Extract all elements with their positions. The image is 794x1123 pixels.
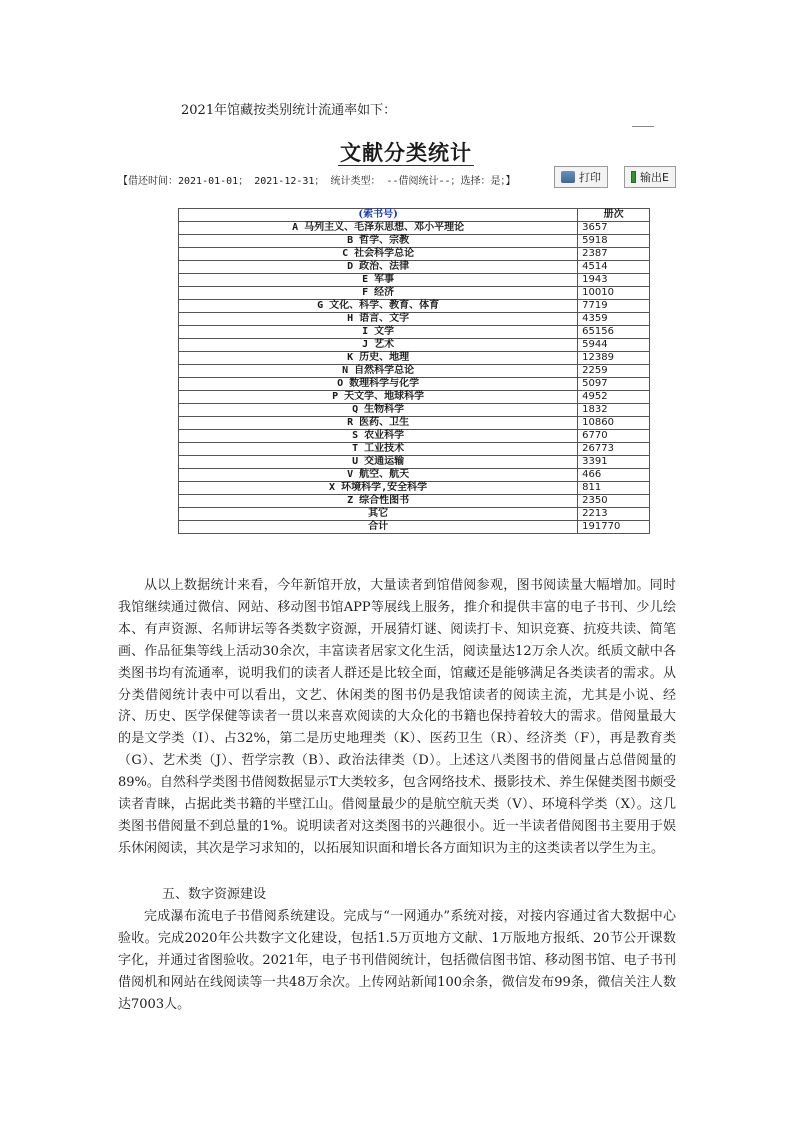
row-category: P 天文学、地球科学: [179, 391, 578, 404]
classification-table: [178, 208, 650, 534]
row-count: 2387: [578, 248, 650, 261]
row-count: 1943: [578, 274, 650, 287]
divider: [632, 126, 654, 127]
printer-icon: [561, 171, 575, 183]
table-row: [179, 508, 650, 521]
row-category: J 艺术: [179, 339, 578, 352]
export-label: 输出E: [640, 171, 669, 184]
table-row: [179, 495, 650, 508]
header-class[interactable]: (索书号): [179, 209, 578, 222]
spreadsheet-icon: [631, 171, 636, 183]
row-count: 466: [578, 469, 650, 482]
row-count: 65156: [578, 326, 650, 339]
table-row: [179, 326, 650, 339]
row-category: O 数理科学与化学: [179, 378, 578, 391]
table-row: [179, 521, 650, 534]
query-criteria: 【借还时间：2021-01-01； 2021-12-31； 统计类型： --借阅统计--；选择：是；】: [118, 176, 516, 187]
table-row: [179, 261, 650, 274]
report-title: 文献分类统计: [340, 140, 472, 165]
table-row: [179, 443, 650, 456]
table-row: [179, 469, 650, 482]
row-count: 5944: [578, 339, 650, 352]
section-title: 五、数字资源建设: [162, 887, 267, 902]
print-label: 打印: [579, 171, 601, 184]
row-count: 6770: [578, 430, 650, 443]
row-category: Q 生物科学: [179, 404, 578, 417]
analysis-paragraph: 从以上数据统计来看，今年新馆开放，大量读者到馆借阅参观，图书阅读量大幅增加。同时我馆继续通过微信、网站、移动图书馆APP等展线上服务，推介和提供丰富的电子书刊、少儿绘本、有声资源、名师讲坛等各类数字资源，开展猜灯谜、阅读打卡、知识竞赛、抗疫共读、简笔画、作品征集等线上活动30余次，丰富读者居家文化生活，阅读量达12万余人次。纸质文献中各类图书均有流通率，说明我们的读者人群还是比较全面，馆藏还是能够满足各类读者的需求。从分类借阅统计表中可以看出，文艺、休闲类的图书仍是我馆读者的阅读主流，尤其是小说、经济、历史、医学保健等读者一贯以来喜欢阅读的大众化的书籍也保持着较大的需求。借阅量最大的是文学类（I）、占32%，第二是历史地理类（K）、医药卫生（R）、经济类（F），再是教育类（G）、艺术类（J）、哲学宗教（B）、政治法律类（D）。上述这八类图书的借阅量占总借阅量的89%。自然科学类图书借阅数据显示T大类较多，包含网络技术、摄影技术、养生保健类图书颇受读者青睐，占据此类书籍的半壁江山。借阅量最少的是航空航天类（V）、环境科学类（X）。这几类图书借阅量不到总量的1%。说明读者对这类图书的兴趣很小。近一半读者借阅图书主要用于娱乐休闲阅读，其次是学习求知的，以拓展知识面和增长各方面知识为主的这类读者以学生为主。: [118, 578, 676, 856]
table-row: [179, 235, 650, 248]
table-row: [179, 404, 650, 417]
row-category: V 航空、航天: [179, 469, 578, 482]
report-screenshot: [118, 118, 676, 566]
row-category: F 经济: [179, 287, 578, 300]
row-count: 4359: [578, 313, 650, 326]
row-category: 其它: [179, 508, 578, 521]
row-count: 1832: [578, 404, 650, 417]
row-category: I 文学: [179, 326, 578, 339]
row-category: T 工业技术: [179, 443, 578, 456]
header-count: 册次: [578, 209, 650, 222]
intro-line: 2021年馆藏按类别统计流通率如下：: [181, 103, 397, 118]
table-row: [179, 365, 650, 378]
row-category: G 文化、科学、教育、体育: [179, 300, 578, 313]
row-count: 191770: [578, 521, 650, 534]
row-category: X 环境科学,安全科学: [179, 482, 578, 495]
table-row: [179, 352, 650, 365]
row-count: 7719: [578, 300, 650, 313]
row-category: A 马列主义、毛泽东思想、邓小平理论: [179, 222, 578, 235]
row-count: 4952: [578, 391, 650, 404]
table-row: [179, 482, 650, 495]
row-category: Z 综合性图书: [179, 495, 578, 508]
row-category: U 交通运输: [179, 456, 578, 469]
table-row: [179, 417, 650, 430]
row-category: D 政治、法律: [179, 261, 578, 274]
table-row: [179, 300, 650, 313]
row-category: K 历史、地理: [179, 352, 578, 365]
table-row: [179, 287, 650, 300]
digital-resources-paragraph: 完成瀑布流电子书借阅系统建设。完成与“一网通办”系统对接，对接内容通过省大数据中心验收。完成2020年公共数字文化建设，包括1.5万页地方文献、1万版地方报纸、20节公开课数字化，并通过省图验收。2021年，电子书刊借阅统计，包括微信图书馆、移动图书馆、电子书刊借阅机和网站在线阅读等一共48万余次。上传网站新闻100余条，微信发布99条，微信关注人数达7003人。: [118, 909, 676, 1012]
table-row: [179, 248, 650, 261]
table-row: [179, 430, 650, 443]
table-row: [179, 339, 650, 352]
row-category: B 哲学、宗教: [179, 235, 578, 248]
export-button[interactable]: [624, 166, 676, 188]
table-row: [179, 274, 650, 287]
row-category: S 农业科学: [179, 430, 578, 443]
row-count: 10010: [578, 287, 650, 300]
row-count: 12389: [578, 352, 650, 365]
row-category: C 社会科学总论: [179, 248, 578, 261]
row-count: 3657: [578, 222, 650, 235]
row-count: 2350: [578, 495, 650, 508]
print-button[interactable]: [554, 166, 608, 188]
row-count: 4514: [578, 261, 650, 274]
row-category: 合计: [179, 521, 578, 534]
table-row: [179, 313, 650, 326]
row-count: 5097: [578, 378, 650, 391]
table-header-row: [179, 209, 650, 222]
table-row: [179, 378, 650, 391]
row-category: E 军事: [179, 274, 578, 287]
row-category: N 自然科学总论: [179, 365, 578, 378]
row-count: 5918: [578, 235, 650, 248]
row-count: 2259: [578, 365, 650, 378]
row-count: 26773: [578, 443, 650, 456]
row-count: 3391: [578, 456, 650, 469]
row-count: 811: [578, 482, 650, 495]
table-row: [179, 456, 650, 469]
row-count: 2213: [578, 508, 650, 521]
table-row: [179, 222, 650, 235]
row-category: R 医药、卫生: [179, 417, 578, 430]
table-row: [179, 391, 650, 404]
row-category: H 语言、文字: [179, 313, 578, 326]
row-count: 10860: [578, 417, 650, 430]
